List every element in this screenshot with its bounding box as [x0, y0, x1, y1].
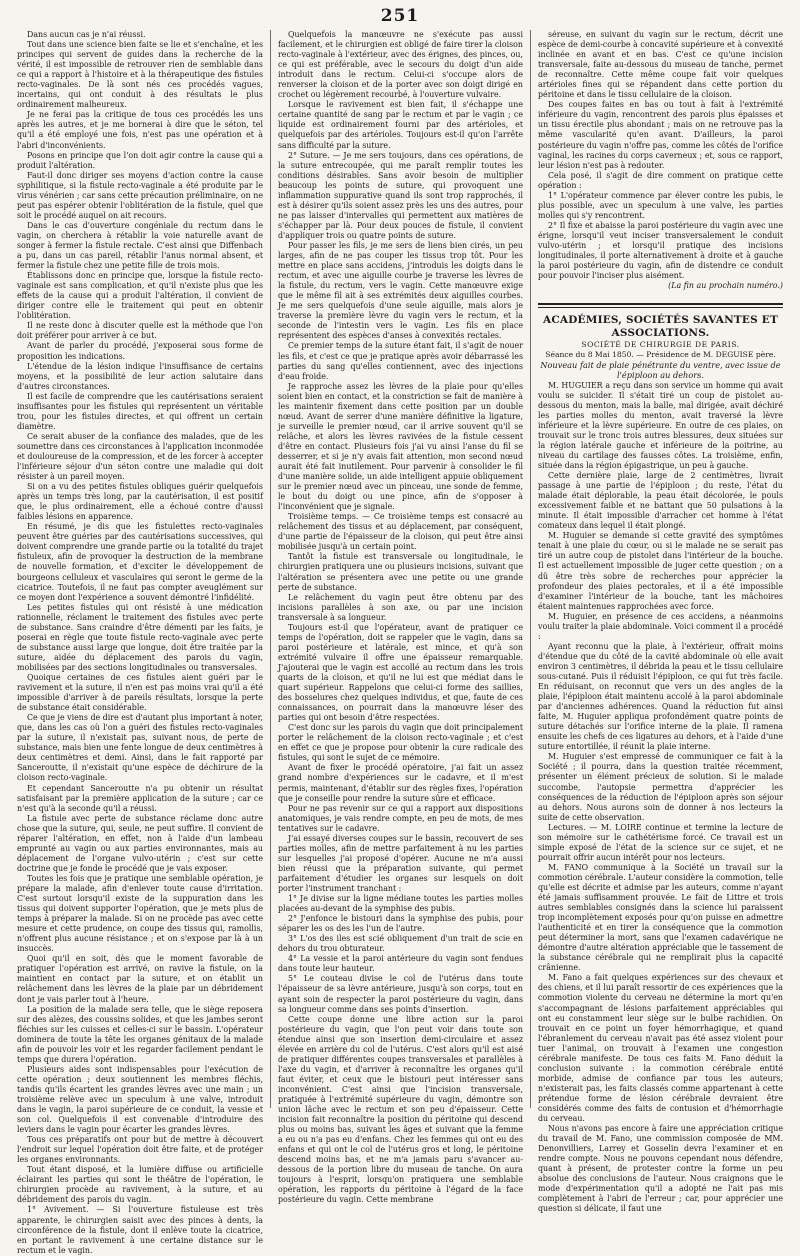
column-right-bottom-text	[538, 381, 783, 1215]
continuation-note: (La fin au prochain numéro.)	[668, 281, 783, 291]
paragraph: Lorsque le ravivement est bien fait, il s'échappe une certaine quantité de sang par le rectum et par le vagin ; ce liquide est ordinairement fourni par des artérioles, et quelquefois par des artérioles. Toujours est-il qu'on l'arrête sans difficulté par la suture.	[278, 100, 523, 150]
paragraph: La fistule avec perte de substance réclame donc autre chose que la suture, qui, seule, ne peut suffire. Il convient de réparer l'altération, en effet, non à l'aide d'un lambeau emprunté au vagin ou aux parties environnantes, mais au déplacement de l'organe vulvo-utérin ; c'est sur cette doctrine que je fonde le procédé que je vais exposer.	[17, 813, 263, 873]
paragraph: Plusieurs aides sont indispensables pour l'exécution de cette opération ; deux soutiennent les membres fléchis, tandis qu'ils écartent les grandes lèvres avec une main ; un troisième relève avec un speculum à une valve, introduit dans le vagin, la paroi supérieure de ce conduit, la vessie et son col. Quelquefois il est convenable d'introduire des leviers dans le vagin pour écarter les grandes lèvres.	[17, 1064, 263, 1135]
paragraph: 2° Il fixe et abaisse la paroi postérieure du vagin avec une érigne, lorsqu'il veut inciser transversalement le conduit vulvo-utérin ; et lorsqu'il pratique des incisions longitudinales, il porte alternativement à droite et à gauche la paroi postérieure du vagin, afin de distendre ce conduit pour pouvoir l'inciser plus aisément.	[538, 220, 783, 281]
paragraph: Cela posé, il s'agit de dire comment on pratique cette opération :	[538, 170, 783, 190]
paragraph: Faut-il donc diriger ses moyens d'action contre la cause syphilitique, si la fistule recto-vaginale a été produite par le virus vénérien ; car sans cette précaution préliminaire, on ne peut pas espérer obtenir l'oblitération de la fistule, quel que soit le procédé auquel on ait recours.	[17, 170, 263, 220]
paragraph: Cette coupe donne une libre action sur la paroi postérieure du vagin, que l'on peut voir dans toute son étendue ainsi que son insertion demi-circulaire et assez élevée en arrière du col de l'utérus. C'est alors qu'il est aisé de pratiquer différentes coupes transversales et parallèles à l'axe du vagin, et d'arriver à reconnaître les organes qu'il faut éviter, et ceux que le bistouri peut intéresser sans inconvénient. C'est ainsi que l'incision transversale, pratiquée à l'extrémité supérieure du vagin, démontre son union lâche avec le rectum et son peu d'épaisseur. Cette incision fait reconnaître la position du péritoine qui descend plus ou moins bas, suivant les âges et suivant que la femme a eu ou n'a pas eu d'enfans. Chez les femmes qui ont eu des enfans et qui ont le col de l'utérus gros et long, le péritoine descend moins bas, et ne m'a jamais paru s'avancer au-dessous de la portion libre du museau de tanche. On aura toujours à l'esprit, lorsqu'on pratiquera une semblable opération, les rapports du péritoine à l'égard de la face postérieure du vagin. Cette membrane	[278, 1014, 523, 1205]
paragraph: M. Huguier s'est empressé de communiquer ce fait à la Société ; il pourra, dans la question traitée récemment, présenter un élément précieux de solution. Si le malade succombe, l'autopsie permettra d'apprécier les conséquences de la réduction de l'épiploon après son séjour au dehors. Nous aurons soin de donner à nos lecteurs la suite de cette observation.	[538, 752, 783, 822]
paragraph: M. HUGUIER a reçu dans son service un homme qui avait voulu se suicider. Il s'était tiré un coup de pistolet au-dessous du menton, mais la balle, mal dirigée, avait déchiré les parties molles du menton, avait traversé la lèvre inférieure et la lèvre supérieure. En outre de ces plaies, on trouvait sur le tronc trois autres blessures, deux situées sur la région latérale gauche et inférieure de la poitrine, au niveau du cartilage des fausses côtes. La troisième, enfin, située dans la région épigastrique, un peu à gauche.	[538, 380, 783, 470]
paragraph: Le relâchement du vagin peut être obtenu par des incisions parallèles à son axe, ou par une incision transversale à sa longueur.	[278, 592, 523, 622]
paragraph: 1° Je divise sur la ligne médiane toutes les parties molles placées au-devant de la symphise des pubis.	[278, 894, 523, 914]
paragraph: En résumé, je dis que les fistulettes recto-vaginales peuvent être guéries par des cautérisations successives, qui doivent comprendre une grande partie ou la totalité du trajet fistuleux, afin de provoquer la destruction de la membrane de nouvelle formation, et d'exciter le développement de bourgeons celluleux et vasculaires qui seront le germe de la cicatrice. Toutefois, il ne faut pas compter aveuglément sur ce moyen dont l'expérience a souvent démontré l'infidélité.	[17, 522, 263, 602]
paragraph: Je rapproche assez les lèvres de la plaie pour qu'elles soient bien en contact, et la constriction se fait de manière à les maintenir fixement dans cette position par un double nœud. Avant de serrer d'une manière définitive la ligature, je surveille le premier nœud, car il arrive souvent qu'il se relâche, et alors les lèvres ravivées de la fistule cessent d'être en contact. Plusieurs fois j'ai vu ainsi l'anse du fil se desserrer, et si je n'y avais fait attention, mon second nœud aurait été fait inutilement. Pour parvenir à consolider le fil d'une manière solide, un aide intelligent appuie obliquement sur le premier nœud avec un pinceau, une sonde de femme, le bout du doigt ou une pince, afin de s'opposer à l'inconvénient que je signale.	[278, 381, 523, 512]
paragraph: Avant de parler du procédé, j'exposerai sous forme de proposition les indications.	[17, 341, 263, 361]
paragraph: Les petites fistules qui ont résisté à une médication rationnelle, réclament le traitement des fistules avec perte de substance. Sans craindre d'être démenti par les faits, je poserai en règle que toute fistule recto-vaginale avec perte de substance aussi large que longue, doit être traitée par la suture, aidée du déplacement des parois du vagin, mobilisées par des sections longitudinales ou transversales.	[17, 602, 263, 672]
section-title: ACADÉMIES, SOCIÉTÉS SAVANTES ET ASSOCIATIONS.	[543, 314, 778, 340]
paragraph: Pour passer les fils, je me sers de liens bien cirés, un peu larges, afin de ne pas couper les tissus trop tôt. Pour les mettre en place sans accidens, j'introduis les doigts dans le rectum, et avec une aiguille courbe je traverse les lèvres de la fistule, du rectum, vers le vagin. Cette manœuvre exige que le même fil ait à ses extrémités deux aiguilles courbes. Je me sers quelquefois d'une seule aiguille, mais alors je traverse la première lèvre du vagin vers le rectum, et la seconde de l'intestin vers le vagin. Les fils en place représentent des espèces d'anses à convexités rectales.	[278, 240, 523, 341]
paragraph: Pour ne pas revenir sur ce qui a rapport aux dispositions anatomiques, je vais rendre compte, en peu de mots, de mes tentatives sur le cadavre.	[278, 803, 523, 833]
paragraph: Tous ces préparatifs ont pour but de mettre à découvert l'endroit sur lequel l'opération doit être faite, et de protéger les organes environnants.	[17, 1135, 263, 1165]
society-name	[538, 340, 783, 350]
paragraph: Ce serait abuser de la confiance des malades, que de les soumettre dans ces circonstances à l'application inconmodée et douloureuse de la compression, et de les forcer à accepter l'inférieure séjour d'un séton contre une maladie qui doit résister à un pareil moyen.	[17, 431, 263, 482]
paragraph: Et cependant Sanceroutte n'a pu obtenir un résultat satisfaisant par la première application de la suture ; car ce n'est qu'à la seconde qu'il a réussi.	[17, 783, 263, 813]
paragraph: 1° Avivement. — Si l'ouverture fistuleuse est très apparente, le chirurgien saisit avec des pinces à dents, la circonférence de la fistule, dont il enlève toute la cicatrice, en portant le ravivement à une certaine distance sur le rectum et le vagin.	[17, 1205, 263, 1255]
paragraph: Il ne reste donc à discuter quelle est la méthode que l'on doit préférer pour arriver à ce but.	[17, 321, 263, 341]
session-line: Séance du 8 Mai 1850. — Présidence de M. DEGUISE père.	[545, 350, 776, 360]
paragraph: 3° L'os des iles est scié obliquement d'un trait de scie en dehors du trou obturateur.	[278, 934, 523, 954]
column-left	[10, 30, 270, 1255]
paragraph: 1° L'opérateur commence par élever contre les pubis, le plus possible, avec un speculum à une valve, les parties molles qui s'y rencontrent.	[538, 190, 783, 220]
paragraph: Dans le cas d'ouverture congéniale du rectum dans le vagin, on cherchera à rétablir la voie naturelle avant de songer à fermer la fistule rectale. C'est ainsi que Diffenbach a pu, dans un cas pareil, rétablir l'anus normal absent, et fermer la fistule chez une petite fille de trois mois.	[17, 220, 263, 271]
article-title: Nouveau fait de plaie pénétrante du ventre, avec issue de l'épiploon au dehors.	[540, 360, 781, 381]
paragraph: M. Huguier se demande si cette gravité des symptômes tenait à une plaie du cœur, ou si le malade ne se serait pas tiré un autre coup de pistolet dans l'intérieur de la bouche. Il est actuellement impossible de juger cette question ; on a dû être très sobre de recherches pour apprécier la profondeur des plaies pectorales, et il a été impossible d'examiner l'intérieur de la bouche, tant les mâchoires étaient maintenues rapprochées avec force.	[538, 531, 783, 611]
paragraph: Je ne ferai pas la critique de tous ces procédés les uns après les autres, et je me bornerai à dire que le séton, tel qu'il a été employé une fois, n'est pas une opération et à l'abri d'inconvénients.	[17, 110, 263, 150]
paragraph: Cette dernière plaie, large de 2 centimètres, livrait passage à une partie de l'épiploon ; du reste, l'état du malade était déplorable, la peau était décolorée, le pouls excessivement faible et ne battant que 50 pulsations à la minute. Il était impossible d'arracher cet homme à l'état comateux dans lequel il était plongé.	[538, 471, 783, 531]
paragraph: Si on a vu des petites fistules obliques guérir quelquefois après un temps très long, par la cautérisation, il est positif que, le plus ordinairement, elle a échoué contre d'aussi faibles lésions en apparence.	[17, 482, 263, 522]
paragraph: Quelquefois la manœuvre ne s'exécute pas aussi facilement, et le chirurgien est obligé de faire tirer la cloison recto-vaginale à l'extérieur, avec des érignes, des pinces, ou, ce qui est préférable, avec le secours du doigt d'un aide introduit dans le rectum. Celui-ci s'occupe alors de renverser la cloison et de la porter avec son doigt dirigé en crochet ou légèrement recourbé, à l'ouverture vulvaire.	[278, 30, 523, 100]
society-name-text: SOCIÉTÉ DE CHIRURGIE DE PARIS.	[581, 340, 740, 350]
paragraph: Tantôt la fistule est transversale ou longitudinale, le chirurgien pratiquera une ou plusieurs incisions, suivant que l'altération se présentera avec une petite ou une grande perte de substance.	[278, 552, 523, 592]
paragraph: Établissons donc en principe que, lorsque la fistule recto-vaginale est sans complication, et qu'il n'existe plus que les effets de la cause qui a produit l'altération, il convient de diriger contre elle le traitement qui peut en obtenir l'oblitération.	[17, 271, 263, 321]
paragraph: M. Fano a fait quelques expériences sur des chevaux et des chiens, et il lui paraît ressortir de ces expériences que la commotion violente du cerveau ne détermine la mort qu'en s'accompagnant de lésions parfaitement appréciables qui ont eu constamment leur siège sur le bulbe rachidien. On trouvait en ce point un foyer hémorrhagique, et quand l'ébranlement du cerveau n'avait pas été assez violent pour tuer l'animal, on trouvait à l'examen une congestion cérébrale manifeste. De tous ces faits M. Fano déduit la conclusion suivante : la commotion cérébrale entité morbide, admise de confiance par tous les auteurs, n'existerait pas, les faits classés comme appartenant à cette prétendue forme de lésion cérébrale devraient être considérés comme des faits de contusion et d'hémorrhagie du cerveau.	[538, 973, 783, 1124]
paragraph: C'est donc sur les parois du vagin que doit principalement porter le relâchement de la cloison recto-vaginale ; et c'est en effet ce que je propose pour obtenir la cure radicale des fistules, qui sont le sujet de ce mémoire.	[278, 723, 523, 763]
paragraph: Ce premier temps de la suture étant fait, il s'agit de nouer les fils, et c'est ce que je pratique après avoir débarrassé les parties du sang qu'elles contiennent, avec des injections d'eau froide.	[278, 341, 523, 381]
section-divider	[538, 303, 783, 305]
paragraph: Tout dans une science bien faite se lie et s'enchaîne, et les principes qui servent de guides dans la recherche de la vérité, il est impossible de retrouver rien de semblable dans ce qui a rapport à l'histoire et à la thérapeutique des fistules recto-vaginales. De là sont nés ces procédés vagues, incertains, qui ont conduit à des résultats le plus ordinairement malheureux.	[17, 40, 263, 110]
paragraph: Il est facile de comprendre que les cautérisations seraient insuffisantes pour les fistules qui représentent un véritable trou, pour les fistules directes, et qui offrent un certain diamètre.	[17, 391, 263, 431]
paragraph: Toujours est-il que l'opérateur, avant de pratiquer ce temps de l'opération, doit se rappeler que le vagin, dans sa paroi postérieure et latérale, est mince, et qu'à son extrémité vulvaire il offre une épaisseur remarquable. J'ajouterai que le vagin est accollé au rectum dans les trois quarts de la cloison, et qu'il ne lui est que médiat dans le quart supérieur. Rappelons que celui-ci forme des saillies, des bosselures chez quelques individus, et que, faute de ces connaissances, on pourrait dans la manœuvre léser des parties qui ont besoin d'être respectées.	[278, 622, 523, 723]
text-columns	[10, 30, 792, 1255]
paragraph: Tout étant disposé, et la lumière diffuse ou artificielle éclairant les parties qui sont le théâtre de l'opération, le chirurgien procède au ravivement, à la suture, et au débridement des parois du vagin.	[17, 1165, 263, 1205]
paragraph: Dans aucun cas je n'ai réussi.	[27, 30, 146, 39]
paragraph: J'ai essayé diverses coupes sur le bassin, recouvert de ses parties molles, afin de mettre parfaitement à nu les parties sur lesquelles j'ai proposé d'opérer. Aucune ne m'a aussi bien réussi que la préparation suivante, qui permet parfaitement d'étudier les organes sur lesquels on doit porter l'instrument tranchant :	[278, 833, 523, 893]
column-right	[530, 30, 790, 1214]
paragraph: 2° J'enfonce le bistouri dans la symphise des pubis, pour séparer les os des les l'un de l'autre.	[278, 914, 523, 934]
column-middle	[270, 30, 530, 1205]
paragraph: Ce que je viens de dire est d'autant plus important à noter, que, dans les cas où l'on a guéri des fistules recto-vaginales par la suture, il n'existait pas, suivant nous, de perte de substance, mais bien une fente longue de deux centimètres à deux centimètres et demi. Ainsi, dans le fait rapporté par Sanceroutte, il n'existait qu'une espèce de déchirure de la cloison recto-vaginale.	[17, 713, 263, 783]
paragraph: M. FANO communique à la Société un travail sur la commotion cérébrale. L'auteur considère la commotion, telle qu'elle est décrite et admise par les auteurs, comme n'ayant été jamais suffisamment prouvée. Le fait de Littre et trois autres semblables consignés dans la science lui paraissent trop incomplètement exposés pour qu'on puisse en admettre l'authenticité et en tirer la conséquence que la commotion peut déterminer la mort, sans que l'examen cadavérique ne démontre d'autre altération appréciable que le tassement de la substance cérébrale qui ne remplirait plus la capacité crânienne.	[538, 862, 783, 973]
paragraph: Lectures. — M. LOIRE continue et termine la lecture de son mémoire sur le cathétérisme forcé. Ce travail est un simple exposé de l'état de la science sur ce sujet, et ne pourrait offrir aucun intérêt pour nos lecteurs.	[538, 822, 783, 862]
paragraph: L'étendue de la lésion indique l'insuffisance de certains moyens, et la possibilité de leur action salutaire dans d'autres circonstances.	[17, 361, 263, 391]
paragraph: La position de la malade sera telle, que le siège reposera sur des alèzes, des coussins solides, et que les jambes seront fléchies sur les cuisses et celles-ci sur le bassin. L'opérateur dominera de toute la tête les organes génitaux de la malade afin de pouvoir les voir et les regarder facilement pendant le temps que durera l'opération.	[17, 1004, 263, 1064]
paragraph: Posons en principe que l'on doit agir contre la cause qui a produit l'altération.	[17, 150, 263, 170]
paragraph: Ayant reconnu que la plaie, à l'extérieur, offrait moins d'étendue que du côté de la cavité abdominale où elle avait environ 3 centimètres, il débrida la peau et le tissu cellulaire sous-cutané. Puis il réduisit l'épiploon, ce qui fut très facile. En réduisant, on reconnut que vers un des angles de la plaie, l'épiploon était maintenu accolé à la paroi abdominale par d'anciennes adhérences. Quand la réduction fut ainsi faite, M. Huguier appliqua profondément quatre points de suture détachés sur l'orifice interne de la plaie. Il ramena ensuite les chefs de ces ligatures au dehors, et à l'aide d'une suture entortillée, il réunit la plaie interne.	[538, 641, 783, 752]
page-number: 251	[380, 6, 420, 26]
paragraph: Des coupes faites en bas ou tout à fait à l'extrémité inférieure du vagin, rencontrent des parois plus épaisses et un tissu érectile plus abondant ; mais on ne retrouve pas la même vascularité qu'en avant. D'ailleurs, la paroi postérieure du vagin n'offre pas, comme les côtés de l'orifice vaginal, les racines du corps caverneux ; et, sous ce rapport, leur lésion n'est pas à redouter.	[538, 100, 783, 170]
paragraph: séreuse, en suivant du vagin sur le rectum, décrit une espèce de demi-courbe à concavité supérieure et à convexité inclinée en avant et en bas. C'est ce qu'une incision transversale, faite au-dessous du museau de tanche, permet de reconnaître. Cette même coupe fait voir quelques artérioles fines qui se répandent dans cette portion du péritoine et dans le tissu cellulaire de la cloison.	[538, 30, 783, 100]
paragraph: Quoi qu'il en soit, dès que le moment favorable de pratiquer l'opération est arrivé, on ravive la fistule, on la maintient en contact par la suture, et on établit un relâchement dans les lèvres de la plaie par un débridement dont je vais parler tout à l'heure.	[17, 954, 263, 1004]
paragraph: M. Huguier, en présence de ces accidens, a néanmoins voulu traiter la plaie abdominale. Voici comment il a procédé :	[538, 611, 783, 641]
paragraph: 4° La vessie et la paroi antérieure du vagin sont fendues dans toute leur hauteur.	[278, 954, 523, 974]
column-right-top-text	[538, 30, 783, 281]
paragraph: Nous n'avons pas encore à faire une appréciation critique du travail de M. Fano, une commission composée de MM. Denonvilliers, Larrey et Gosselin devra l'examiner et en rendre compte. Nous ne pouvons cependant nous défendre, quant à présent, de protester contre la forme un peu absolue des conclusions de l'auteur. Nous craignons que le mode d'expérimentation qu'il a adopté ne l'ait pas mis complètement à l'abri de l'erreur ; car, pour apprécier une question si délicate, il faut une	[538, 1124, 783, 1214]
paragraph: Troisième temps. — Ce troisième temps est consacré au relâchement des tissus et au déplacement, par conséquent, d'une partie de l'épaisseur de la cloison, qui peut être ainsi mobilisée jusqu'à un certain point.	[278, 512, 523, 552]
paragraph: Avant de fixer le procédé opératoire, j'ai fait un assez grand nombre d'expériences sur le cadavre, et il m'est permis, maintenant, d'établir sur des règles fixes, l'opération que je conseille pour rendre la suture sûre et efficace.	[278, 763, 523, 803]
section-divider-thin	[538, 307, 783, 308]
paragraph: 5° Le couteau divise le col de l'utérus dans toute l'épaisseur de sa lèvre antérieure, jusqu'à son corps, tout en ayant soin de respecter la paroi postérieure du vagin, dans sa longueur comme dans ses points d'insertion.	[278, 974, 523, 1014]
paragraph: 2° Suture. — Je me sers toujours, dans ces opérations, de la suture entrecoupée, qui me paraît remplir toutes les conditions désirables. Sans avoir besoin de multiplier beaucoup les points de suture, qui provoquent une inflammation suppurative quand ils sont trop rapprochés, il est à désirer qu'ils soient assez près les uns des autres, pour ne pas laisser d'intervalles qui permettent aux matières de s'échapper par là. Pour deux pouces de fistule, il convient d'appliquer trois ou quatre points de suture.	[278, 150, 523, 240]
paragraph: Toutes les fois que je pratique une semblable opération, je prépare la malade, afin d'enlever toute cause d'irritation. C'est surtout lorsqu'il existe de la suppuration dans les tissus qui doivent supporter l'opération, que je mets plus de temps à préparer la malade. Si on ne procède pas avec cette mesure et cette prudence, on coupe des tissus qui, ramollis, n'offrent plus aucune résistance ; et on s'expose par là à un insuccès.	[17, 873, 263, 954]
paragraph: Quoique certaines de ces fistules aient guéri par le ravivement et la suture, il n'en est pas moins vrai qu'il a été impossible d'arriver à de pareils résultats, lorsque la perte de substance était considérable.	[17, 673, 263, 713]
